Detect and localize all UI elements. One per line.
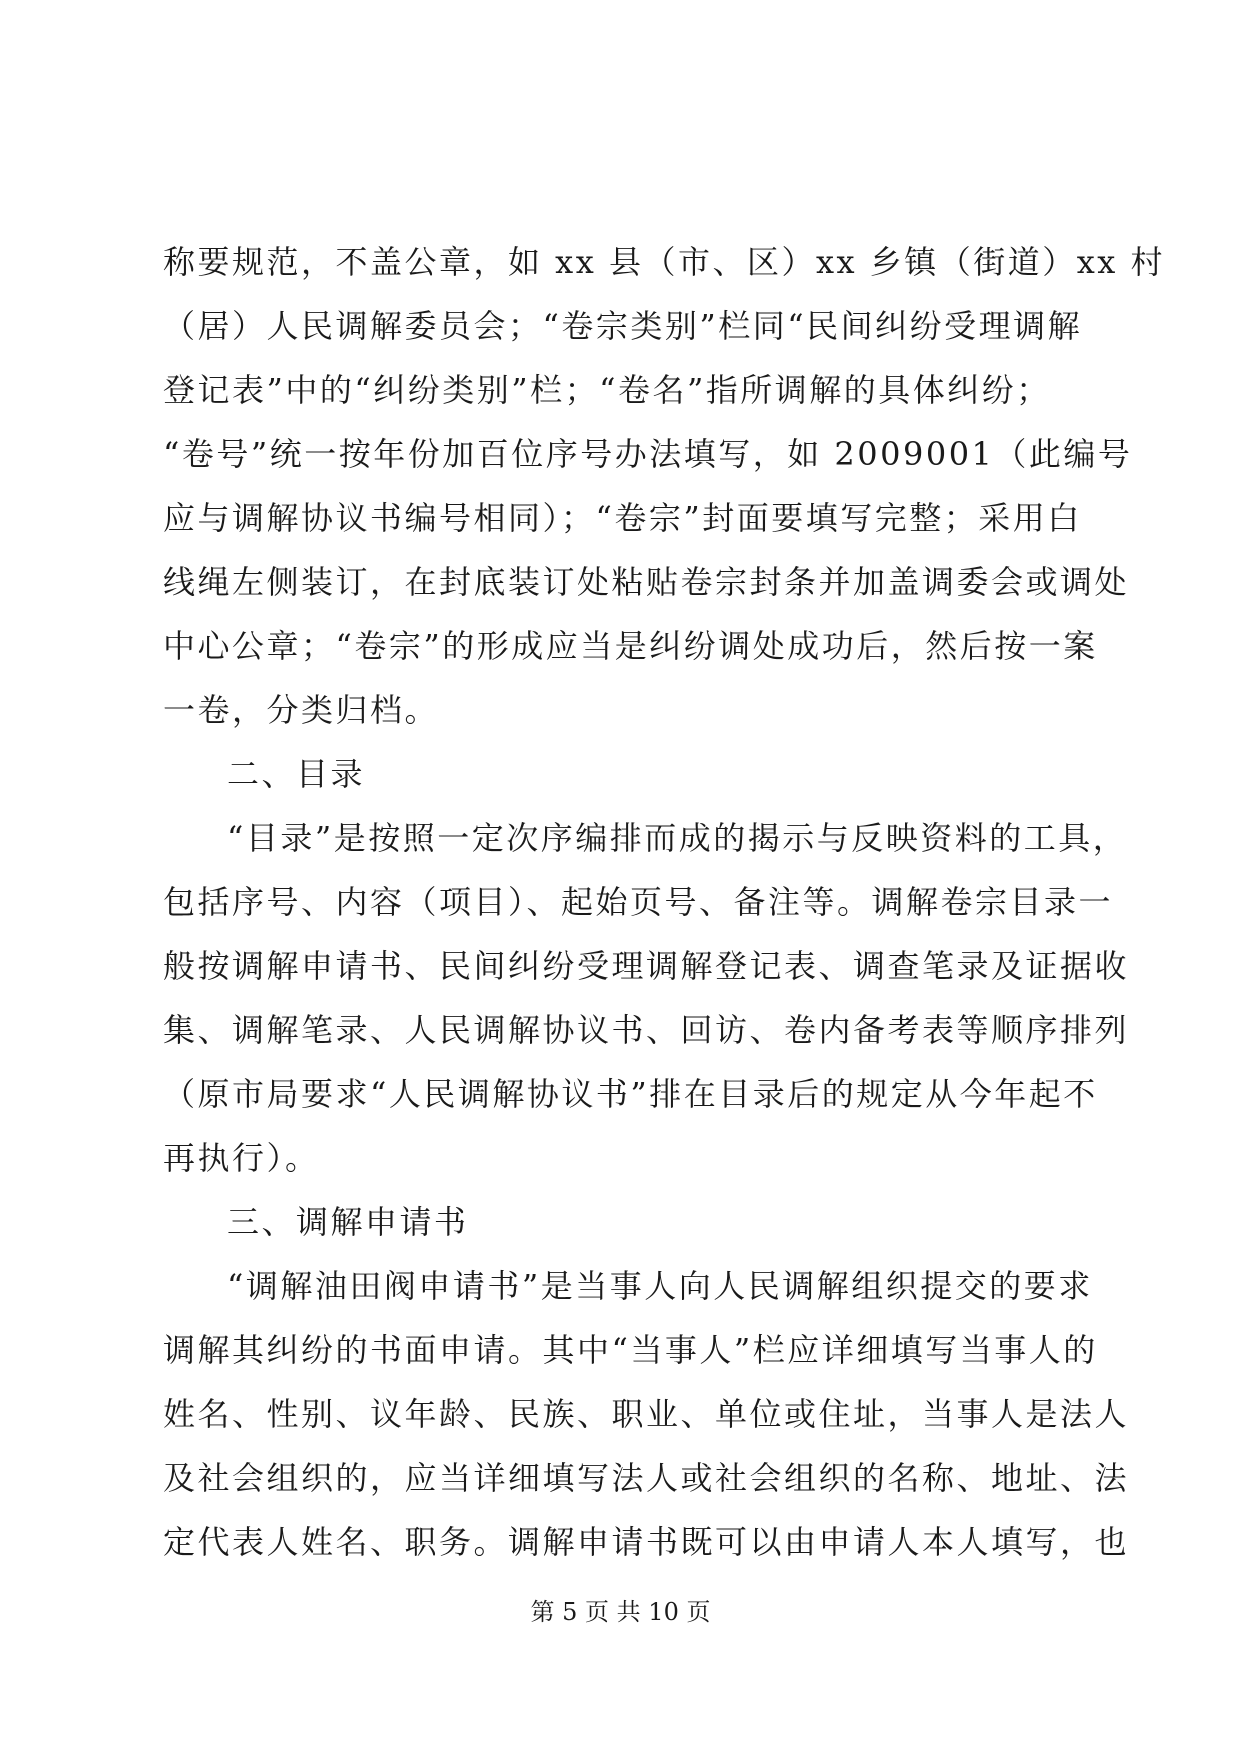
text-line: “卷号”统一按年份加百位序号办法填写，如 2009001（此编号: [163, 435, 1133, 473]
text-line: 集、调解笔录、人民调解协议书、回访、卷内备考表等顺序排列: [163, 1011, 1130, 1049]
section-heading: 二、目录: [227, 755, 366, 793]
text-line: 线绳左侧装订，在封底装订处粘贴卷宗封条并加盖调委会或调处: [163, 563, 1130, 601]
text-line: （原市局要求“人民调解协议书”排在目录后的规定从今年起不: [163, 1075, 1098, 1113]
section-heading: 三、调解申请书: [227, 1203, 469, 1241]
text-line: 包括序号、内容（项目）、起始页号、备注等。调解卷宗目录一: [163, 883, 1114, 921]
page-number-footer: 第 5 页 共 10 页: [530, 1598, 711, 1626]
text-line: 应与调解协议书编号相同）；“卷宗”封面要填写完整；采用白: [163, 499, 1082, 537]
text-line: 及社会组织的，应当详细填写法人或社会组织的名称、地址、法: [163, 1459, 1130, 1497]
text-line: 般按调解申请书、民间纠纷受理调解登记表、调查笔录及证据收: [163, 947, 1130, 985]
text-line: 定代表人姓名、职务。调解申请书既可以由申请人本人填写，也: [163, 1523, 1130, 1561]
text-line: 调解其纠纷的书面申请。其中“当事人”栏应详细填写当事人的: [163, 1331, 1098, 1369]
text-line: 中心公章；“卷宗”的形成应当是纠纷调处成功后，然后按一案: [163, 627, 1098, 665]
text-line: 姓名、性别、议年龄、民族、职业、单位或住址，当事人是法人: [163, 1395, 1130, 1433]
text-line: 再执行）。: [163, 1139, 320, 1177]
text-line: “调解油田阀申请书”是当事人向人民调解组织提交的要求: [227, 1267, 1093, 1305]
text-line: “目录”是按照一定次序编排而成的揭示与反映资料的工具，: [227, 819, 1128, 857]
text-line: 登记表”中的“纠纷类别”栏；“卷名”指所调解的具体纠纷；: [163, 371, 1051, 409]
text-line: 称要规范，不盖公章，如 xx 县（市、区）xx 乡镇（街道）xx 村: [163, 243, 1165, 281]
text-line: 一卷，分类归档。: [163, 691, 440, 729]
text-line: （居）人民调解委员会；“卷宗类别”栏同“民间纠纷受理调解: [163, 307, 1083, 345]
